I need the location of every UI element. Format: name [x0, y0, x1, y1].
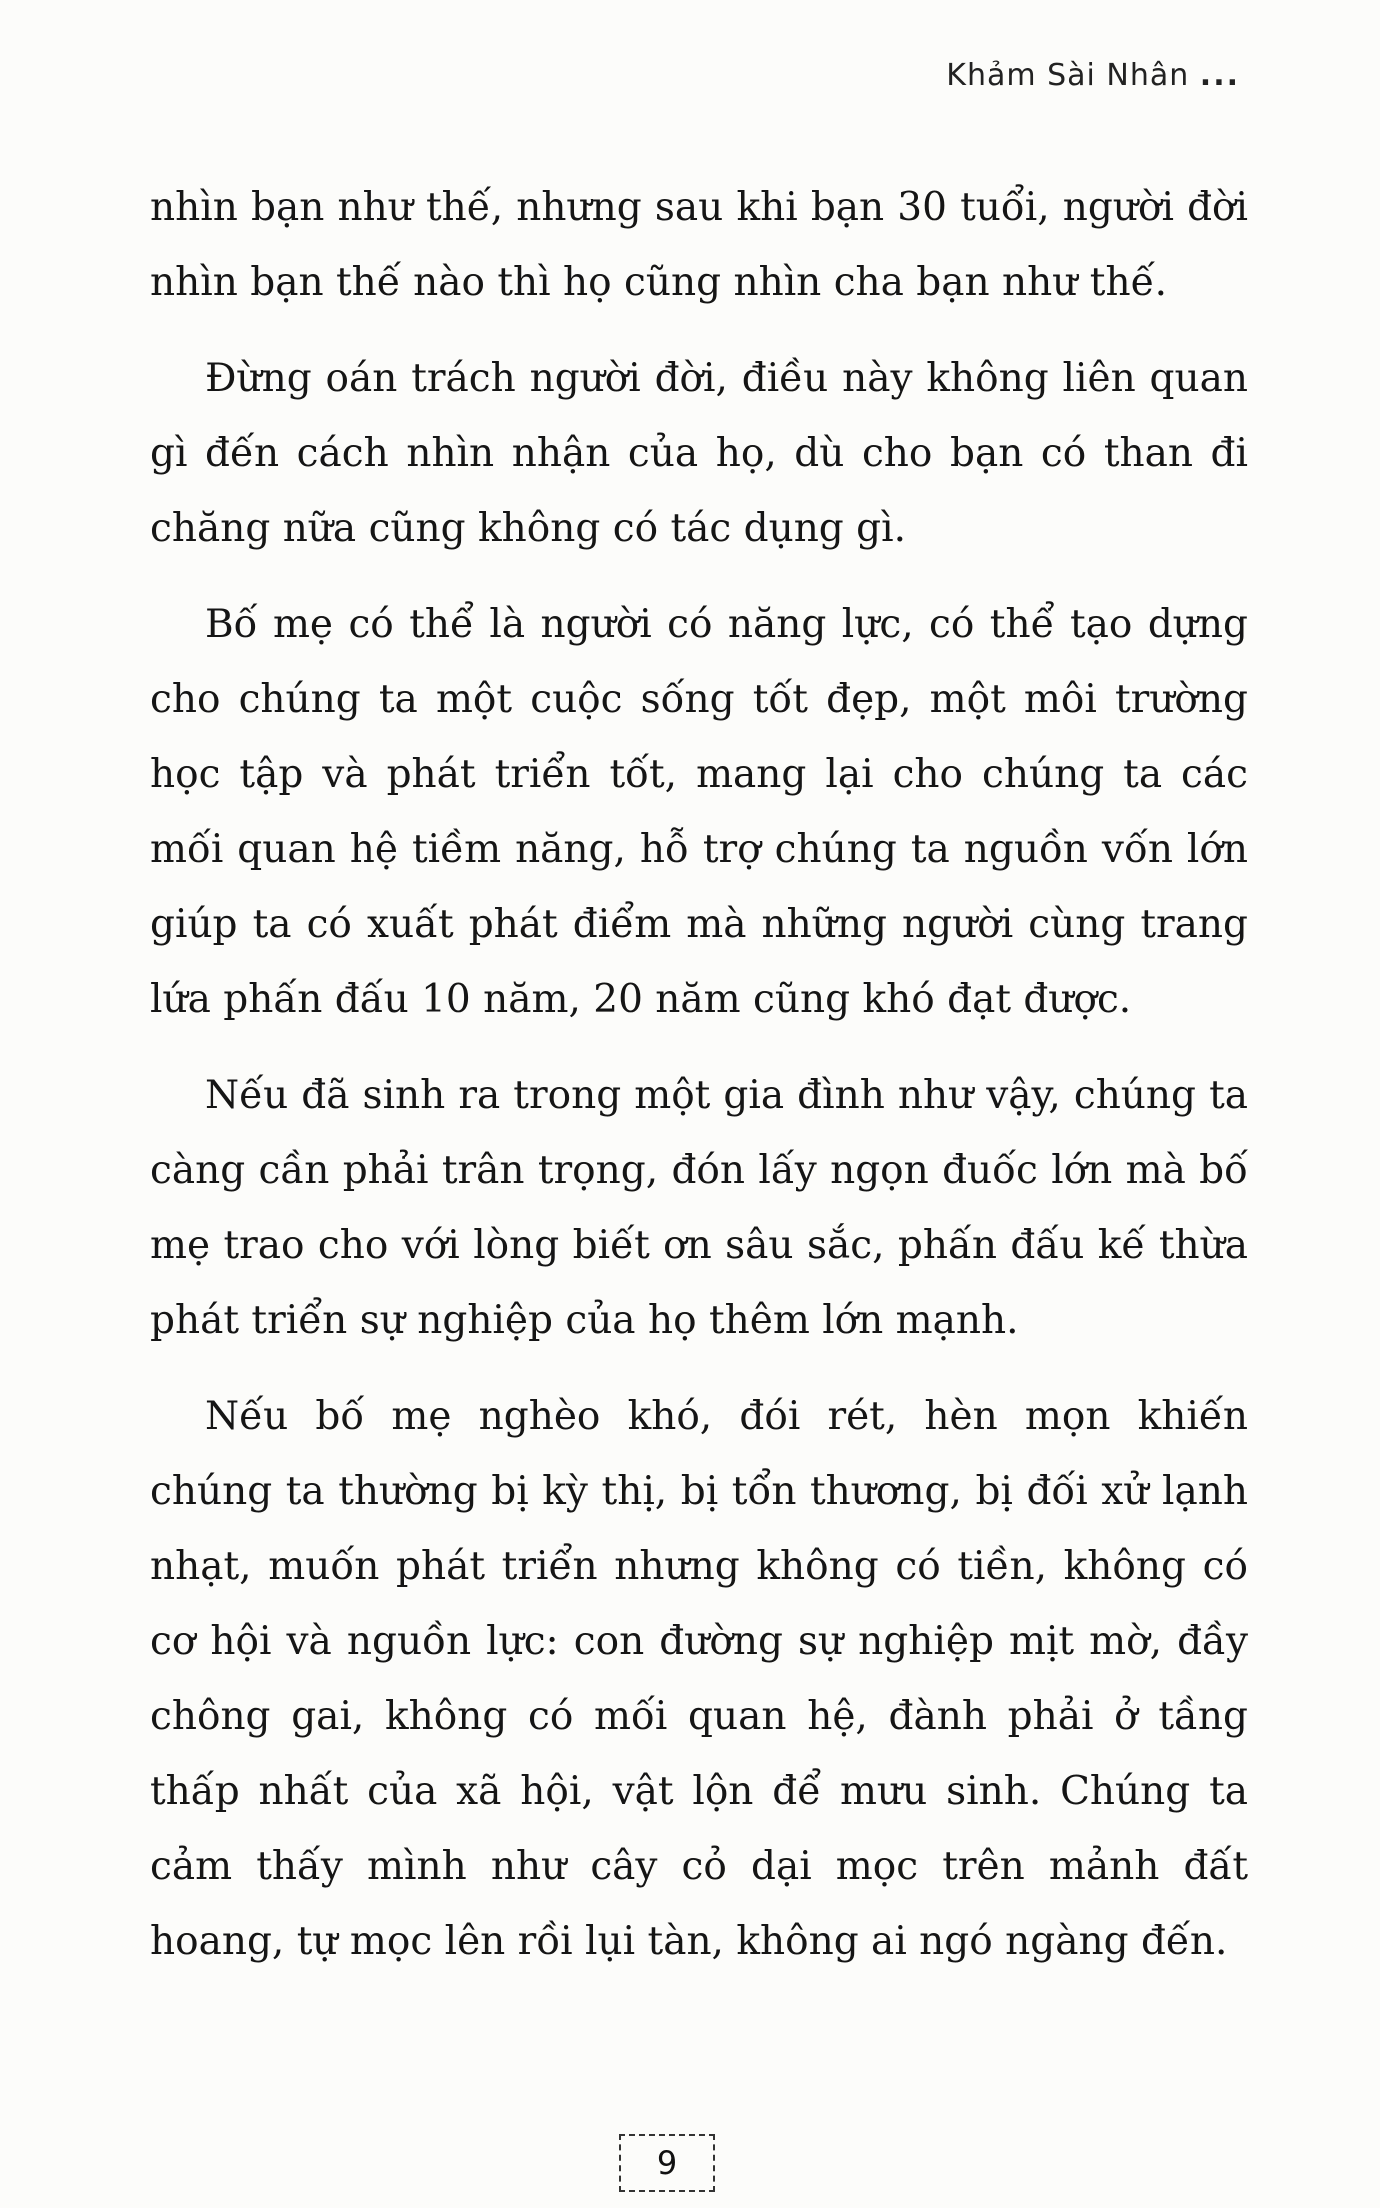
running-header-ellipsis: ... [1199, 58, 1240, 93]
running-header [946, 58, 1240, 93]
paragraph-1: nhìn bạn như thế, nhưng sau khi bạn 30 tuổi, người đời nhìn bạn thế nào thì họ cũng nhìn cha bạn như thế. [150, 185, 1248, 305]
paragraph-3: Bố mẹ có thể là người có năng lực, có thể tạo dựng cho chúng ta một cuộc sống tốt đẹp, một môi trường học tập và phát triển tốt, mang lại cho chúng ta các mối quan hệ tiềm năng, hỗ trợ chúng ta nguồn vốn lớn giúp ta có xuất phát điểm mà những người cùng trang lứa phấn đấu 10 năm, 20 năm cũng khó đạt được. [150, 602, 1248, 1022]
paragraph-4: Nếu đã sinh ra trong một gia đình như vậy, chúng ta càng cần phải trân trọng, đón lấy ngọn đuốc lớn mà bố mẹ trao cho với lòng biết ơn sâu sắc, phấn đấu kế thừa phát triển sự nghiệp của họ thêm lớn mạnh. [150, 1073, 1248, 1343]
paragraph-2: Đừng oán trách người đời, điều này không liên quan gì đến cách nhìn nhận của họ, dù cho bạn có than đi chăng nữa cũng không có tác dụng gì. [150, 356, 1248, 551]
page-number: 9 [619, 2134, 715, 2192]
running-header-title: Khảm Sài Nhân [946, 58, 1190, 93]
paragraph-5: Nếu bố mẹ nghèo khó, đói rét, hèn mọn khiến chúng ta thường bị kỳ thị, bị tổn thương, bị đối xử lạnh nhạt, muốn phát triển nhưng không có tiền, không có cơ hội và nguồn lực: con đường sự nghiệp mịt mờ, đầy chông gai, không có mối quan hệ, đành phải ở tầng thấp nhất của xã hội, vật lộn để mưu sinh. Chúng ta cảm thấy mình như cây cỏ dại mọc trên mảnh đất hoang, tự mọc lên rồi lụi tàn, không ai ngó ngàng đến. [150, 1394, 1248, 1964]
body-text [150, 170, 1248, 2000]
